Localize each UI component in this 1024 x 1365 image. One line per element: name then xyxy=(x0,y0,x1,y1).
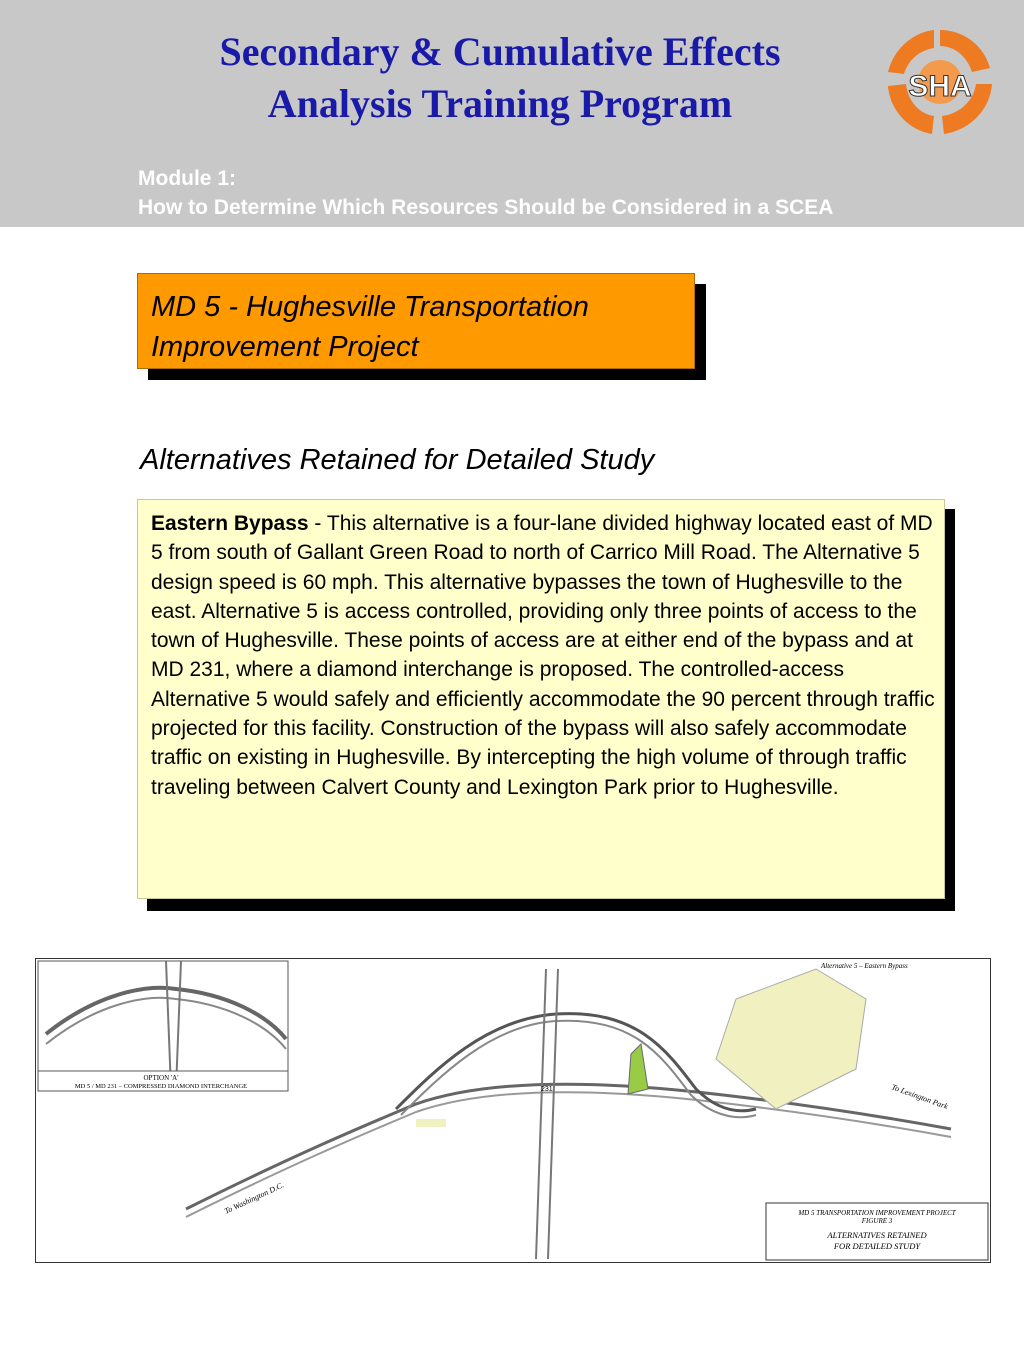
inset-caption-line-2: MD 5 / MD 231 – COMPRESSED DIAMOND INTERCHANGE xyxy=(74,1083,248,1090)
md231-road xyxy=(536,969,558,1259)
map-drawing xyxy=(36,959,990,1262)
orange-swirl-logo-icon xyxy=(880,22,1000,142)
project-title xyxy=(151,287,589,367)
project-title-line-1: MD 5 - Hughesville Transportation xyxy=(151,291,589,323)
project-box xyxy=(137,273,695,369)
logo-text: SHA xyxy=(908,70,972,103)
description-box xyxy=(137,499,945,899)
map-title-line-4: FOR DETAILED STUDY xyxy=(833,1241,921,1251)
md5-existing-road xyxy=(186,1084,951,1209)
title-line-2: Analysis Training Program xyxy=(267,81,733,126)
route-231-shield: 231 xyxy=(541,1086,553,1093)
page-title xyxy=(140,26,860,130)
module-title: How to Determine Which Resources Should be Considered in a SCEA xyxy=(138,196,834,219)
inset-caption-line-1: OPTION 'A' xyxy=(143,1074,179,1082)
property-area xyxy=(716,969,866,1109)
eastern-bypass xyxy=(396,1014,756,1111)
description-text xyxy=(151,509,935,802)
inset-road-2 xyxy=(46,998,286,1049)
map-title-line-1: MD 5 TRANSPORTATION IMPROVEMENT PROJECT xyxy=(798,1209,956,1217)
map-title-line-3: ALTERNATIVES RETAINED xyxy=(827,1230,927,1240)
inset-road xyxy=(46,988,286,1039)
project-title-line-2: Improvement Project xyxy=(151,331,419,363)
header-band xyxy=(0,0,1024,227)
module-number: Module 1: xyxy=(138,167,236,190)
label-washington: To Washington D.C. xyxy=(223,1180,286,1216)
description-lead: Eastern Bypass xyxy=(151,512,309,535)
sha-logo xyxy=(880,22,1000,142)
green-parcel xyxy=(628,1044,648,1094)
inset-crossroad xyxy=(166,961,181,1089)
description-body: - This alternative is a four-lane divided highway located east of MD 5 from south of Gallant Green Road to north of Carrico Mill Road. The Alternative 5 design speed is 60 mph. This alternative bypasses the town of Hughesville to the east. Alternative 5 is access controlled, providing only three points of access to the town of Hughesville. These points of access are at either end of the bypass and at MD 231, where a diamond interchange is proposed. The controlled-access Alternative 5 would safely and efficiently accommodate the 90 percent through traffic projected for this facility. Construction of the bypass will also safely accommodate traffic on existing in Hughesville. By intercepting the high volume of through traffic traveling between Calvert County and Lexington Park prior to Hughesville. xyxy=(151,512,935,799)
eastern-bypass-edge xyxy=(401,1021,756,1118)
label-lexington-park: To Lexington Park xyxy=(890,1082,950,1112)
title-line-1: Secondary & Cumulative Effects xyxy=(219,29,781,74)
module-heading xyxy=(138,164,833,222)
map-header-label: Alternative 5 – Eastern Bypass xyxy=(821,962,908,970)
section-title: Alternatives Retained for Detailed Study xyxy=(140,444,655,476)
parcel-small xyxy=(416,1119,446,1127)
map-title-line-2: FIGURE 3 xyxy=(861,1217,893,1225)
project-map xyxy=(35,958,991,1263)
